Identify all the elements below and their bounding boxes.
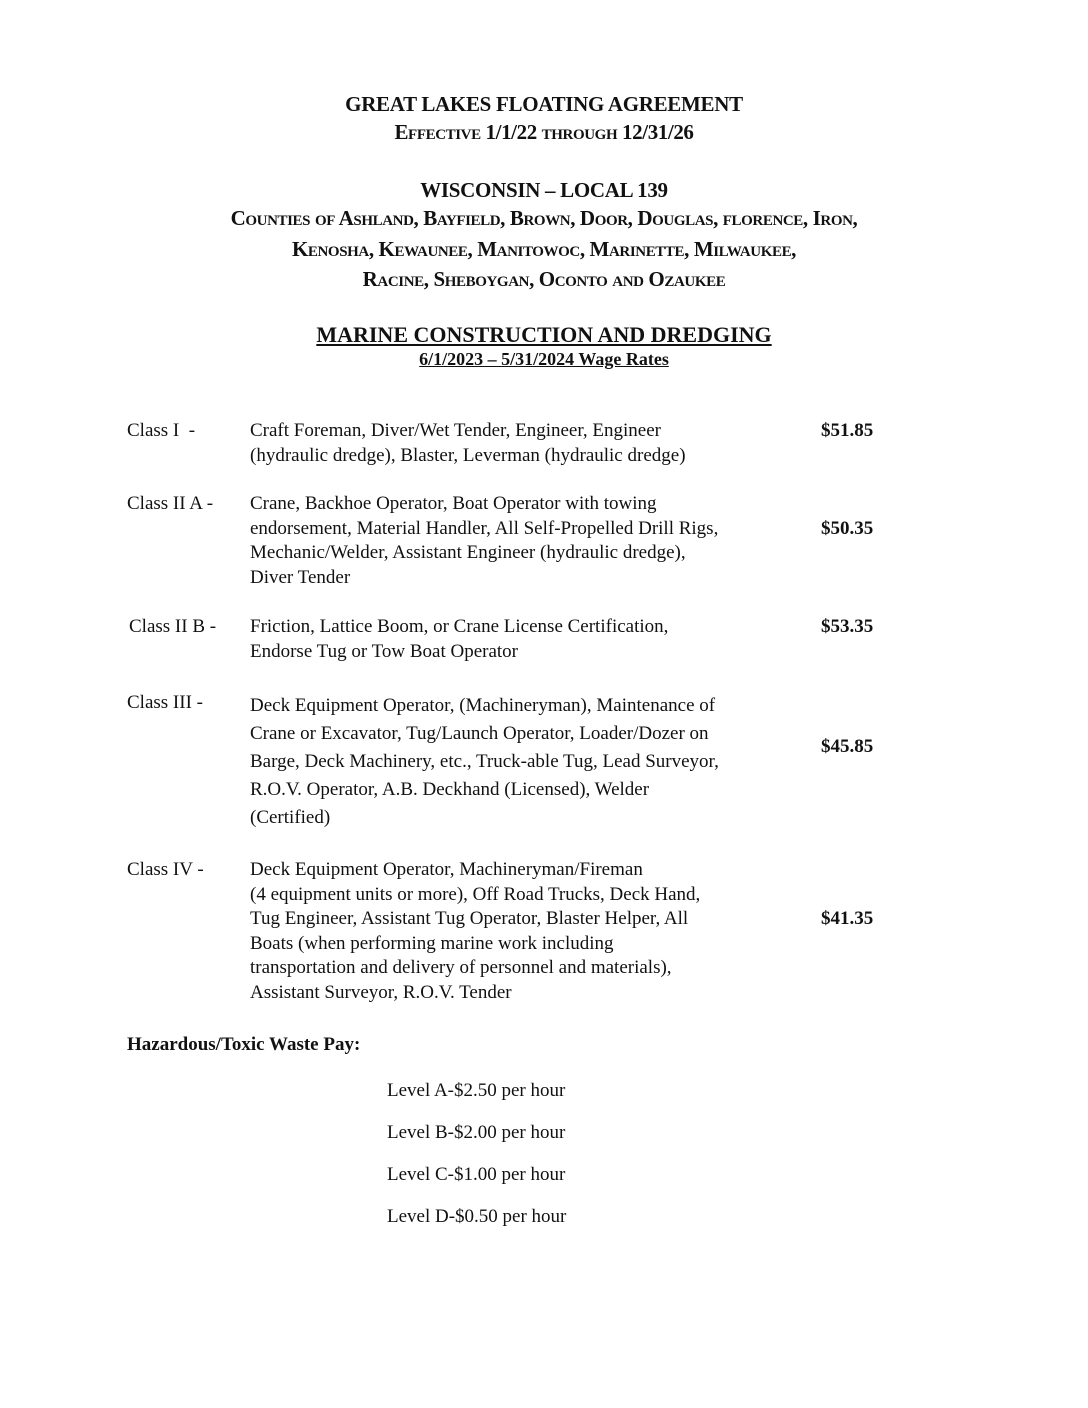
local-title: WISCONSIN – LOCAL 139 <box>420 178 668 202</box>
description-line: Endorse Tug or Tow Boat Operator <box>250 640 518 662</box>
hazard-level-b: Level B-$2.00 per hour <box>387 1122 566 1143</box>
description-line: endorsement, Material Handler, All Self-Propelled Drill Rigs, <box>250 517 719 539</box>
class-rate: $41.35 <box>821 908 874 929</box>
class-description <box>250 419 810 468</box>
class-description <box>250 858 810 1005</box>
description-line: Assistant Surveyor, R.O.V. Tender <box>250 981 512 1003</box>
description-line: Deck Equipment Operator, (Machineryman), Maintenance of <box>250 695 716 716</box>
class-label: Class II A - <box>127 493 214 514</box>
class-rate: $45.85 <box>821 736 874 757</box>
class-rate: $50.35 <box>821 518 874 539</box>
hazard-level-c: Level C-$1.00 per hour <box>387 1164 566 1185</box>
description-line: (hydraulic dredge), Blaster, Leverman (hydraulic dredge) <box>250 444 686 466</box>
agreement-title: GREAT LAKES FLOATING AGREEMENT <box>345 92 743 116</box>
class-rate: $53.35 <box>821 616 874 637</box>
effective-dates: Effective 1/1/22 through 12/31/26 <box>394 120 694 144</box>
description-line: Tug Engineer, Assistant Tug Operator, Blaster Helper, All <box>250 908 689 929</box>
class-rate: $51.85 <box>821 420 874 441</box>
description-line: Diver Tender <box>250 566 351 588</box>
counties-line-1: Counties of Ashland, Bayfield, Brown, Door, Douglas, florence, Iron, <box>230 206 858 230</box>
hazard-level-d: Level D-$0.50 per hour <box>387 1206 567 1227</box>
description-line: Craft Foreman, Diver/Wet Tender, Engineer, Engineer <box>250 420 662 441</box>
class-label: Class IV - <box>127 859 204 880</box>
description-line: Deck Equipment Operator, Machineryman/Fireman <box>250 859 643 880</box>
counties-line-2: Kenosha, Kewaunee, Manitowoc, Marinette, Milwaukee, <box>291 237 797 261</box>
description-line: Boats (when performing marine work including <box>250 932 614 954</box>
description-line: Mechanic/Welder, Assistant Engineer (hydraulic dredge), <box>250 542 686 563</box>
description-line: Friction, Lattice Boom, or Crane License Certification, <box>250 616 669 637</box>
hazard-level-a: Level A-$2.50 per hour <box>387 1080 566 1101</box>
hazardous-pay-heading: Hazardous/Toxic Waste Pay: <box>127 1034 361 1055</box>
description-line: Crane, Backhoe Operator, Boat Operator with towing <box>250 493 657 514</box>
counties-line-3: Racine, Sheboygan, Oconto and Ozaukee <box>362 267 726 291</box>
class-label: Class II B - <box>129 616 217 637</box>
description-line: (Certified) <box>250 807 331 828</box>
wage-period: 6/1/2023 – 5/31/2024 Wage Rates <box>419 349 669 369</box>
description-line: transportation and delivery of personnel and materials), <box>250 957 672 978</box>
description-line: Barge, Deck Machinery, etc., Truck-able Tug, Lead Surveyor, <box>250 751 719 772</box>
class-label: Class I - <box>127 420 196 441</box>
description-line: (4 equipment units or more), Off Road Trucks, Deck Hand, <box>250 883 701 905</box>
class-description <box>250 692 810 832</box>
description-line: R.O.V. Operator, A.B. Deckhand (Licensed), Welder <box>250 779 650 800</box>
section-title: MARINE CONSTRUCTION AND DREDGING <box>316 322 772 347</box>
class-label: Class III - <box>127 692 203 713</box>
class-description <box>250 492 810 590</box>
class-description <box>250 615 810 664</box>
description-line: Crane or Excavator, Tug/Launch Operator, Loader/Dozer on <box>250 723 709 744</box>
